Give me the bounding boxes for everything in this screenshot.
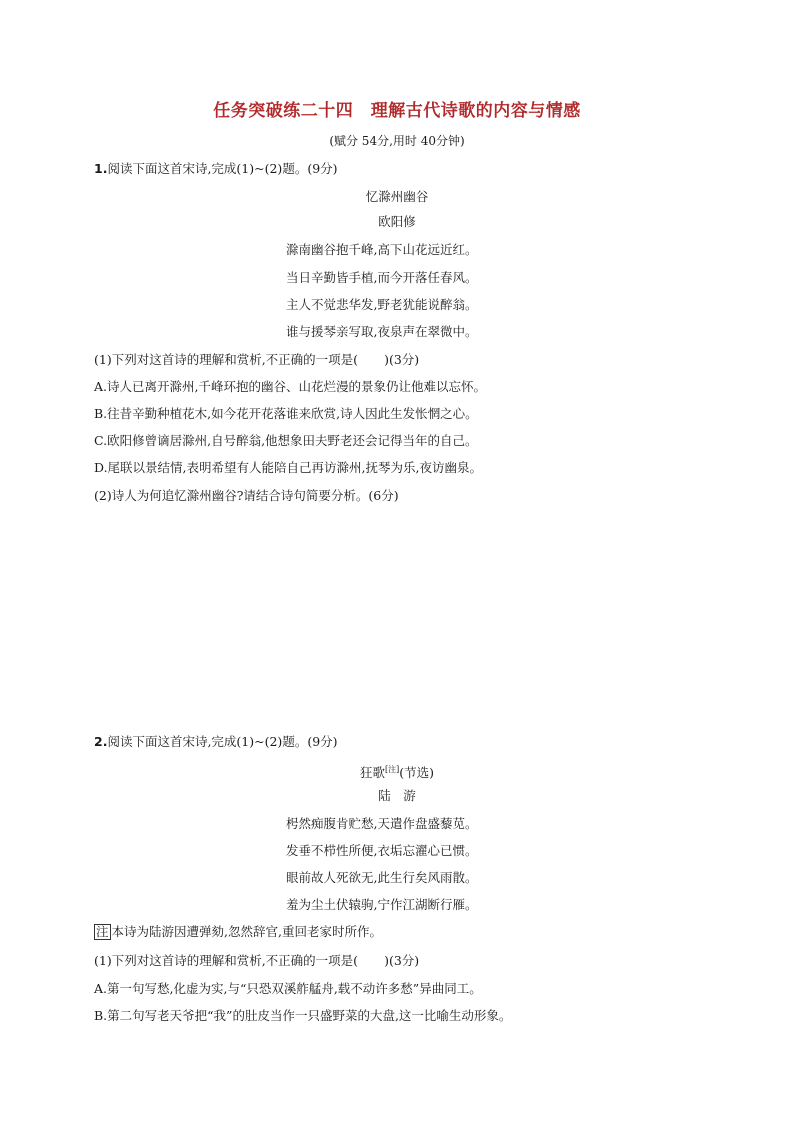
option-a: A.第一句写愁,化虚为实,与“只恐双溪舴艋舟,载不动许多愁”异曲同工。 [94, 981, 482, 996]
sub-question-1 [94, 953, 419, 969]
question-intro-text: 阅读下面这首宋诗,完成(1)~(2)题。(9分) [107, 161, 338, 176]
sub-question-2: (2)诗人为何追忆滁州幽谷?请结合诗句简要分析。(6分) [94, 488, 399, 503]
score-info: (赋分 54分,用时 40分钟) [329, 134, 465, 148]
poem-line: 羞为尘土伏辕驹,宁作江湖断行雁。 [286, 897, 478, 912]
question-2-intro [94, 734, 338, 750]
poem-line: 主人不觉悲华发,野老犹能说醉翁。 [286, 297, 478, 312]
poem-line: 当日辛勤皆手植,而今开落任春风。 [286, 270, 478, 285]
page-title: 任务突破练二十四 理解古代诗歌的内容与情感 [213, 101, 581, 121]
poem-line: 枵然痴腹肯贮愁,天遣作盘盛藜苋。 [286, 816, 478, 831]
question-number: 2. [94, 734, 108, 749]
sub-question-1 [94, 352, 419, 368]
poem-line: 发垂不栉性所便,衣垢忘濯心已惯。 [286, 843, 478, 858]
poem-author: 欧阳修 [378, 214, 416, 229]
option-d: D.尾联以景结情,表明希望有人能陪自己再访滁州,抚琴为乐,夜访幽泉。 [94, 460, 482, 475]
note-mark: [注] [385, 765, 400, 774]
poem-title: 忆滁州幽谷 [365, 189, 429, 204]
question-intro-text: 阅读下面这首宋诗,完成(1)~(2)题。(9分) [107, 734, 338, 749]
poem-title-suffix: (节选) [399, 765, 435, 781]
option-b: B.第二句写老天爷把“我”的肚皮当作一只盛野菜的大盘,这一比喻生动形象。 [94, 1008, 512, 1023]
sub-question-score: )(3分) [384, 953, 420, 968]
poem-author: 陆 游 [378, 788, 416, 803]
poem-line: 谁与援琴亲写取,夜泉声在翠微中。 [286, 324, 478, 339]
note-label: 注 [96, 924, 109, 939]
poem-line: 滁南幽谷抱千峰,高下山花远近红。 [286, 242, 478, 257]
sub-question-score: )(3分) [384, 352, 420, 367]
poem-note [94, 924, 382, 940]
option-b: B.往昔辛勤种植花木,如今花开花落谁来欣赏,诗人因此生发怅惘之心。 [94, 406, 478, 421]
sub-question-text: (1)下列对这首诗的理解和赏析,不正确的一项是( [94, 953, 359, 968]
question-1-intro [94, 161, 338, 177]
option-c: C.欧阳修曾谪居滁州,自号醉翁,他想象田夫野老还会记得当年的自己。 [94, 433, 478, 448]
poem-title-text: 狂歌 [359, 765, 385, 781]
poem-line: 眼前故人死欲无,此生行矣风雨散。 [286, 870, 478, 885]
answer-area[interactable] [94, 510, 700, 725]
sub-question-text: (1)下列对这首诗的理解和赏析,不正确的一项是( [94, 352, 359, 367]
option-a: A.诗人已离开滁州,千峰环抱的幽谷、山花烂漫的景象仍让他难以忘怀。 [94, 379, 486, 394]
question-number: 1. [94, 161, 108, 176]
poem-title [0, 762, 794, 781]
note-text: 本诗为陆游因遭弹劾,忽然辞官,重回老家时所作。 [111, 924, 382, 939]
